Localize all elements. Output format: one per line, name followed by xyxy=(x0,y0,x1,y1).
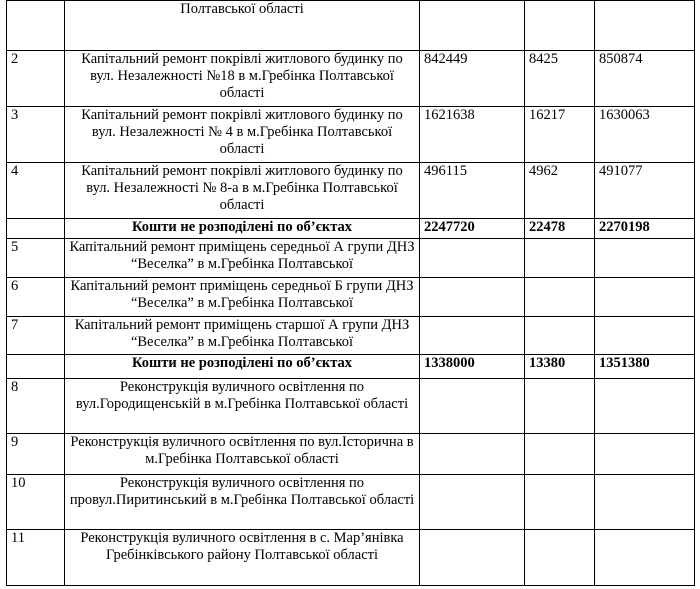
amount-cell xyxy=(595,317,695,355)
amount-cell xyxy=(420,379,525,434)
table-row xyxy=(7,379,695,434)
object-name: Капітальний ремонт покрівлі житлового будинку по вул. Незалежності №18 в м.Гребінка Полтавської області xyxy=(65,51,420,107)
amount-cell xyxy=(595,379,695,434)
subtotal-label: Кошти не розподілені по об’єктах xyxy=(65,355,420,379)
table-row xyxy=(7,107,695,163)
subtotal-label: Кошти не розподілені по об’єктах xyxy=(65,219,420,239)
table-row xyxy=(7,1,695,51)
object-name: Капітальний ремонт приміщень середньої Б групи ДНЗ “Веселка” в м.Гребінка Полтавської xyxy=(65,278,420,317)
object-name: Капітальний ремонт приміщень старшої А групи ДНЗ “Веселка” в м.Гребінка Полтавської xyxy=(65,317,420,355)
object-name: Реконструкція вуличного освітлення по провул.Пиритинський в м.Гребінка Полтавської області xyxy=(65,475,420,530)
amount-cell xyxy=(595,530,695,586)
subtotal-row xyxy=(7,355,695,379)
amount-cell: 496115 xyxy=(420,163,525,219)
amount-cell xyxy=(525,1,595,51)
amount-cell xyxy=(420,317,525,355)
object-name: Капітальний ремонт покрівлі житлового будинку по вул. Незалежності № 4 в м.Гребінка Полтавської області xyxy=(65,107,420,163)
amount-cell: 491077 xyxy=(595,163,695,219)
table-row xyxy=(7,239,695,278)
amount-cell xyxy=(420,239,525,278)
subtotal-amount: 13380 xyxy=(525,355,595,379)
table-row xyxy=(7,51,695,107)
subtotal-row xyxy=(7,219,695,239)
amount-cell xyxy=(525,434,595,475)
subtotal-amount: 1351380 xyxy=(595,355,695,379)
row-number: 3 xyxy=(7,107,65,163)
amount-cell xyxy=(420,530,525,586)
row-number: 5 xyxy=(7,239,65,278)
amount-cell xyxy=(525,475,595,530)
amount-cell xyxy=(420,475,525,530)
row-number: 8 xyxy=(7,379,65,434)
amount-cell: 850874 xyxy=(595,51,695,107)
table-row xyxy=(7,163,695,219)
amount-cell: 8425 xyxy=(525,51,595,107)
amount-cell xyxy=(595,475,695,530)
row-number: 10 xyxy=(7,475,65,530)
object-name: Капітальний ремонт покрівлі житлового будинку по вул. Незалежності № 8-а в м.Гребінка Полтавської області xyxy=(65,163,420,219)
row-number xyxy=(7,219,65,239)
subtotal-amount: 2247720 xyxy=(420,219,525,239)
amount-cell: 16217 xyxy=(525,107,595,163)
row-number xyxy=(7,1,65,51)
amount-cell xyxy=(595,239,695,278)
amount-cell: 1621638 xyxy=(420,107,525,163)
row-number: 11 xyxy=(7,530,65,586)
table-row xyxy=(7,278,695,317)
amount-cell: 842449 xyxy=(420,51,525,107)
amount-cell xyxy=(525,530,595,586)
row-number: 7 xyxy=(7,317,65,355)
subtotal-amount: 22478 xyxy=(525,219,595,239)
amount-cell xyxy=(420,278,525,317)
amount-cell: 4962 xyxy=(525,163,595,219)
amount-cell xyxy=(420,434,525,475)
object-name: Реконструкція вуличного освітлення по вул.Городищенській в м.Гребінка Полтавської області xyxy=(65,379,420,434)
amount-cell: 1630063 xyxy=(595,107,695,163)
amount-cell xyxy=(595,434,695,475)
subtotal-amount: 2270198 xyxy=(595,219,695,239)
amount-cell xyxy=(595,1,695,51)
table-row xyxy=(7,475,695,530)
object-name: Капітальний ремонт приміщень середньої А групи ДНЗ “Веселка” в м.Гребінка Полтавської xyxy=(65,239,420,278)
amount-cell xyxy=(525,317,595,355)
object-name: Реконструкція вуличного освітлення по вул.Історична в м.Гребінка Полтавської області xyxy=(65,434,420,475)
table-row xyxy=(7,530,695,586)
row-number xyxy=(7,355,65,379)
row-number: 2 xyxy=(7,51,65,107)
table-row xyxy=(7,434,695,475)
row-number: 4 xyxy=(7,163,65,219)
amount-cell xyxy=(595,278,695,317)
object-name: Реконструкція вуличного освітлення в с. Мар’янівка Гребінківського району Полтавської області xyxy=(65,530,420,586)
row-number: 6 xyxy=(7,278,65,317)
amount-cell xyxy=(420,1,525,51)
amount-cell xyxy=(525,379,595,434)
amount-cell xyxy=(525,278,595,317)
amount-cell xyxy=(525,239,595,278)
table-row xyxy=(7,317,695,355)
object-name: Полтавської області xyxy=(65,1,420,51)
subtotal-amount: 1338000 xyxy=(420,355,525,379)
budget-table xyxy=(6,0,695,586)
row-number: 9 xyxy=(7,434,65,475)
